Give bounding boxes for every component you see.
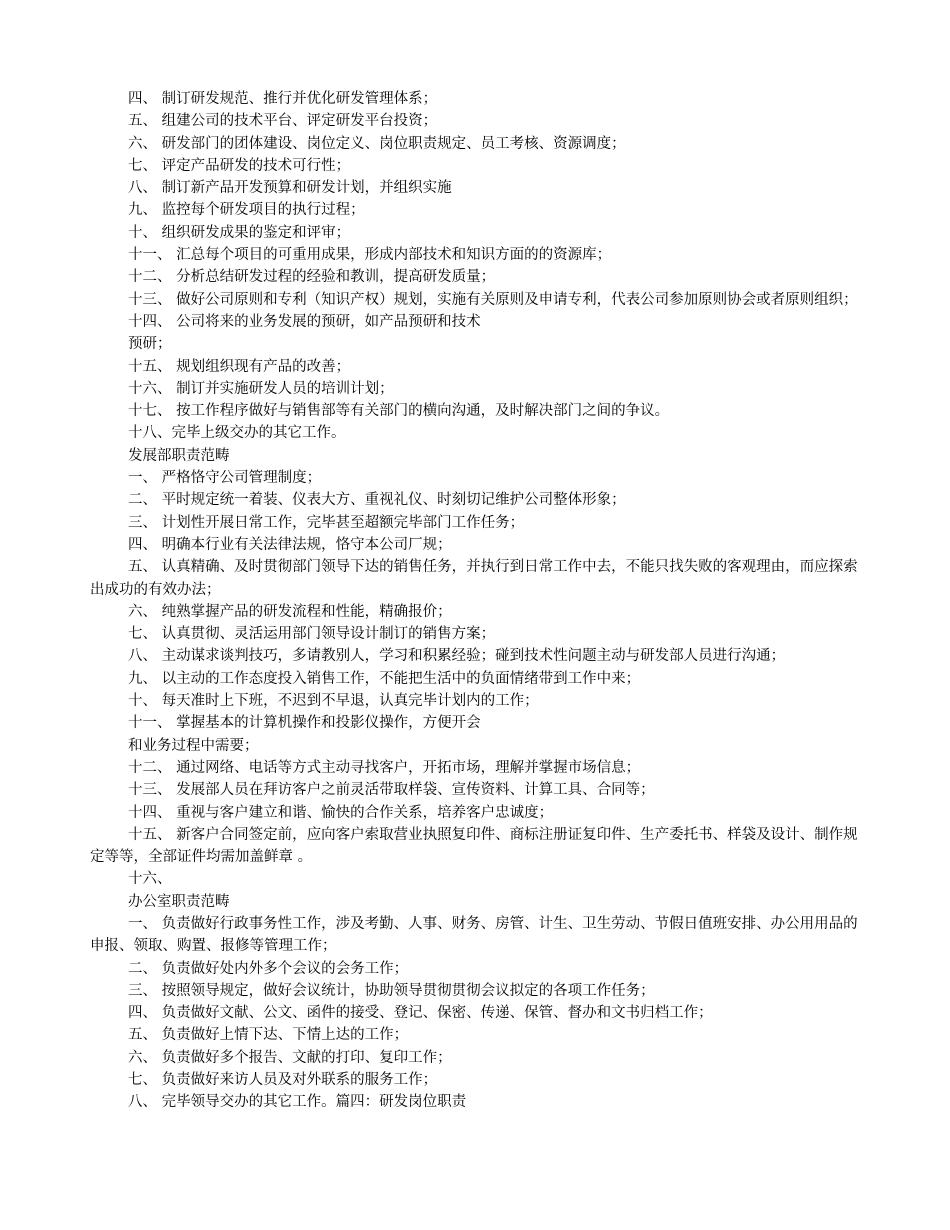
text-line: 十五、 新客户合同签定前，应向客户索取营业执照复印件、商标注册证复印件、生产委托书、样袋及设计、制作规定等等，全部证件均需加盖鲜章 。 (90, 826, 858, 866)
text-line: 十、 每天准时上下班，不迟到不早退，认真完毕计划内的工作； (128, 693, 539, 710)
text-line: 八、 主动谋求谈判技巧，多请教别人，学习和积累经验；碰到技术性问题主动与研发部人员进行沟通； (128, 648, 786, 665)
text-line: 十、 组织研发成果的鉴定和评审； (128, 224, 351, 241)
text-line: 四、 制订研发规范、推行并优化研发管理体系； (128, 91, 438, 107)
text-line: 六、 研发部门的团体建设、岗位定义、岗位职责规定、员工考核、资源调度； (128, 135, 626, 152)
text-line: 六、 纯熟掌握产品的研发流程和性能，精确报价； (128, 603, 452, 620)
text-line: 十四、 公司将来的业务发展的预研，如产品预研和技术 (128, 313, 481, 330)
text-line: 三、 计划性开展日常工作，完毕甚至超额完毕部门工作任务； (128, 514, 525, 531)
text-line: 十六、 (128, 871, 172, 888)
section-heading: 发展部职责范畴 (128, 447, 230, 464)
text-line: 四、 负责做好文献、公文、函件的接受、登记、保密、传递、保管、督办和文书归档工作； (128, 1005, 713, 1022)
text-line: 十二、 分析总结研发过程的经验和教训，提高研发质量； (128, 269, 496, 286)
text-line: 十四、 重视与客户建立和谐、愉快的合作关系，培养客户忠诚度； (128, 804, 554, 821)
text-line: 四、 明确本行业有关法律法规，恪守本公司厂规； (128, 536, 452, 553)
section-heading: 办公室职责范畴 (128, 893, 230, 910)
text-line: 七、 负责做好来访人员及对外联系的服务工作； (128, 1072, 438, 1089)
text-line: 十六、 制订并实施研发人员的培训计划； (128, 380, 394, 397)
text-line: 八、 完毕领导交办的其它工作。篇四：研发岗位职责 (128, 1094, 467, 1111)
text-line: 七、 认真贯彻、灵活运用部门领导设计制订的销售方案； (128, 626, 496, 643)
text-line: 九、 监控每个研发项目的执行过程； (128, 202, 365, 219)
text-line: 预研； (128, 336, 172, 353)
text-line: 七、 评定产品研发的技术可行性； (128, 157, 351, 174)
text-line: 十三、 做好公司原则和专利（知识产权）规划，实施有关原则及申请专利，代表公司参加原则协会或者原则组织； (128, 291, 858, 308)
text-line: 六、 负责做好多个报告、文献的打印、复印工作； (128, 1049, 452, 1066)
text-line: 八、 制订新产品开发预算和研发计划，并组织实施 (128, 180, 452, 197)
text-line: 二、 平时规定统一着装、仪表大方、重视礼仪、时刻切记维护公司整体形象； (128, 492, 626, 509)
document-page (90, 88, 865, 1114)
text-line: 十二、 通过网络、电话等方式主动寻找客户，开拓市场，理解并掌握市场信息； (128, 759, 641, 776)
text-line: 十七、 按工作程序做好与销售部等有关部门的横向沟通，及时解决部门之间的争议。 (128, 403, 670, 420)
text-line: 和业务过程中需要； (128, 737, 259, 754)
text-line: 一、 负责做好行政事务性工作，涉及考勤、人事、财务、房管、计生、卫生劳动、节假日值班安排、办公用用品的申报、领取、购置、报修等管理工作； (90, 915, 858, 955)
text-line: 三、 按照领导规定，做好会议统计，协助领导贯彻贯彻会议拟定的各项工作任务； (128, 982, 655, 999)
text-line: 二、 负责做好处内外多个会议的会务工作； (128, 960, 409, 977)
text-line: 五、 认真精确、及时贯彻部门领导下达的销售任务，并执行到日常工作中去，不能只找失败的客观理由，而应探索出成功的有效办法； (90, 559, 858, 598)
text-line: 十一、 汇总每个项目的可重用成果，形成内部技术和知识方面的的资源库； (128, 247, 612, 264)
text-line: 九、 以主动的工作态度投入销售工作，不能把生活中的负面情绪带到工作中来； (128, 670, 641, 687)
text-line: 一、 严格恪守公司管理制度； (128, 470, 322, 487)
text-line: 五、 组建公司的技术平台、评定研发平台投资； (128, 113, 438, 130)
text-line: 十一、 掌握基本的计算机操作和投影仪操作，方便开会 (128, 715, 481, 732)
text-line: 十八、完毕上级交办的其它工作。 (128, 425, 346, 442)
text-line: 十五、 规划组织现有产品的改善； (128, 358, 351, 375)
text-line: 十三、 发展部人员在拜访客户之前灵活带取样袋、宣传资料、计算工具、合同等； (128, 782, 655, 799)
text-line: 五、 负责做好上情下达、下情上达的工作； (128, 1027, 409, 1044)
